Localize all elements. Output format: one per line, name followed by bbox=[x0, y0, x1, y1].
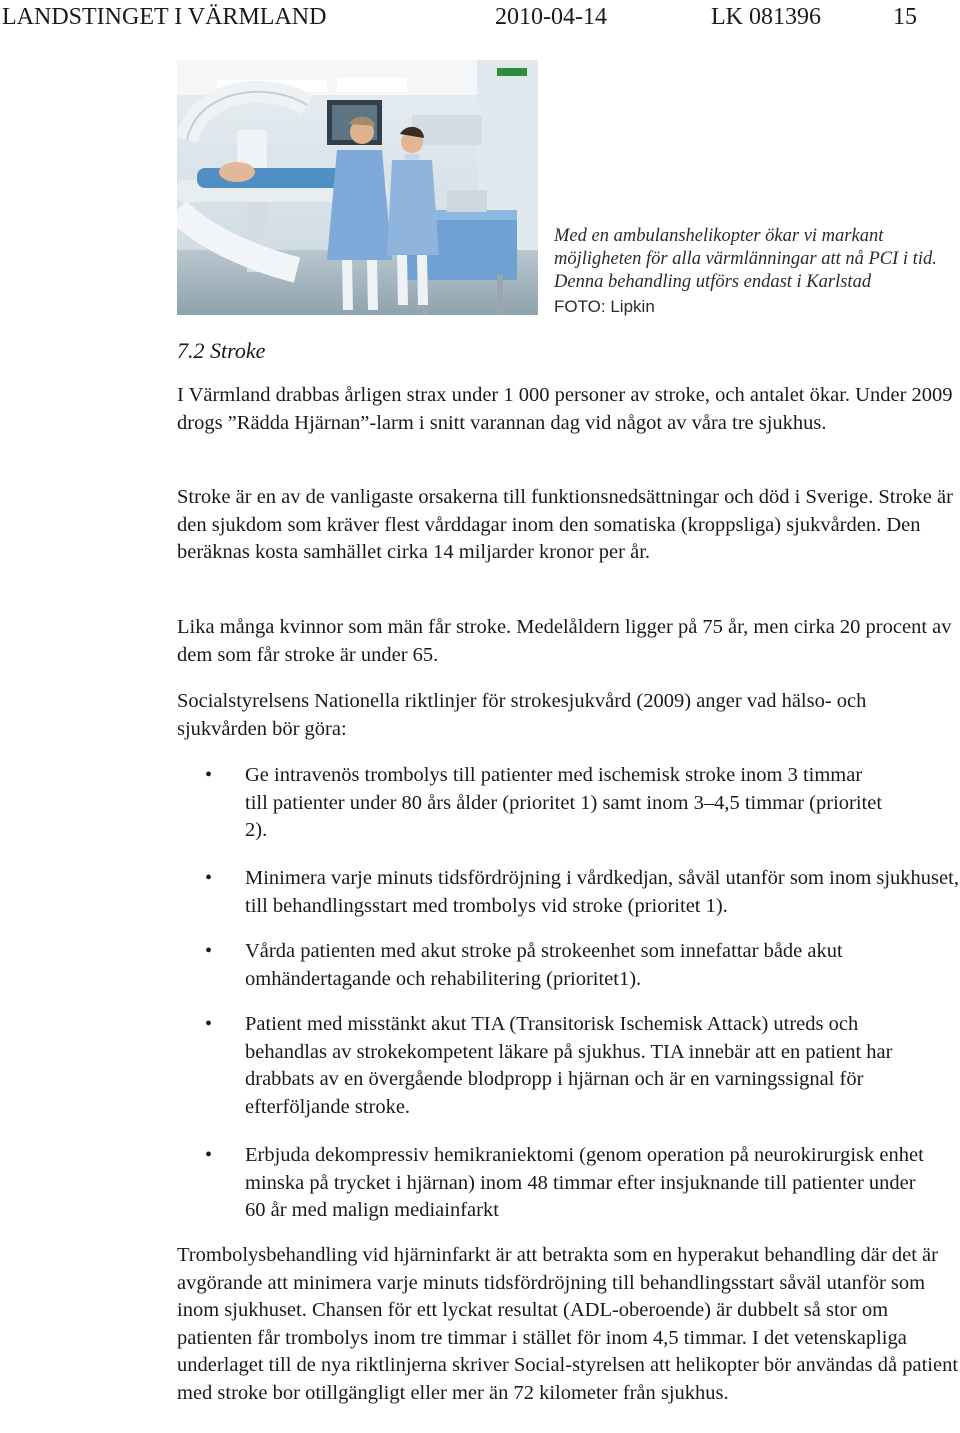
paragraph-text: Socialstyrelsens Nationella riktlinjer för strokesjukvård (2009) anger vad hälso- och sjukvården bör göra: bbox=[177, 690, 867, 740]
paragraph-text: Trombolysbehandling vid hjärninfarkt är att betrakta som en hyperakut behandling där det är avgörande att minimera varje minuts tidsfördröjning till behandlingsstart såväl utanför som inom sjukhuset. Chansen för ett lyckat resultat (ADL-oberoende) är dubbelt så stor om patienten får trombolys inom tre timmar i stället för inom 4,5 timmar. I det vetenskapliga underlaget till de nya riktlinjerna skriver Social-styrelsen att helikopter bör användas då patient med stroke bor otillgängligt eller mer än 72 kilometer från sjukhus. bbox=[177, 1244, 959, 1404]
caption-line: möjligheten för alla värmlänningar att nå PCI i tid. bbox=[554, 249, 937, 269]
list-item-text: Patient med misstänkt akut TIA (Transitorisk Ischemisk Attack) utreds och behandlas av strokekompetent läkare på sjukhus. TIA innebär att en patient har drabbats av en övergående blodpropp i hjärnan och är en varningssignal för efterföljande stroke. bbox=[245, 1013, 893, 1118]
list-item-text: Erbjuda dekompressiv hemikraniektomi (genom operation på neurokirurgisk enhet minska på trycket i hjärnan) inom 48 timmar efter insjuknande till patienter under 60 år med malign mediainfarkt bbox=[245, 1144, 924, 1221]
photo-caption bbox=[554, 225, 954, 318]
photo-credit: FOTO: Lipkin bbox=[554, 297, 655, 316]
list-item-text: Minimera varje minuts tidsfördröjning i vårdkedjan, såväl utanför som inom sjukhuset, till behandlingsstart med trombolys vid stroke (prioritet 1). bbox=[245, 867, 959, 917]
paragraph-text: Lika många kvinnor som män får stroke. Medelåldern ligger på 75 år, men cirka 20 procent av dem som får stroke är under 65. bbox=[177, 616, 952, 666]
header-page-number: 15 bbox=[893, 4, 917, 30]
hospital-photo bbox=[177, 60, 538, 315]
list-item-text: Vårda patienten med akut stroke på strokeenhet som innefattar både akut omhändertagande och rehabilitering (prioritet1). bbox=[245, 940, 843, 990]
bullet-icon: • bbox=[205, 1013, 213, 1035]
page-header bbox=[0, 2, 960, 34]
paragraph-text: I Värmland drabbas årligen strax under 1 000 personer av stroke, och antalet ökar. Under 2009 drogs ”Rädda Hjärnan”-larm i snitt varannan dag vid något av våra tre sjukhus. bbox=[177, 384, 953, 434]
hospital-photo-illustration bbox=[177, 60, 538, 315]
header-organization: LANDSTINGET I VÄRMLAND bbox=[2, 4, 327, 30]
list-item-text: Ge intravenös trombolys till patienter med ischemisk stroke inom 3 timmar till patienter under 80 års ålder (prioritet 1) samt inom 3–4,5 timmar (prioritet 2). bbox=[245, 764, 883, 841]
paragraph bbox=[177, 382, 960, 437]
header-reference: LK 081396 bbox=[711, 4, 821, 30]
paragraph bbox=[177, 688, 960, 743]
paragraph-text: Stroke är en av de vanligaste orsakerna till funktionsnedsättningar och död i Sverige. Stroke är den sjukdom som kräver flest vårddagar inom den somatiska (kroppsliga) sjukvården. Den beräknas kosta samhället cirka 14 miljarder kronor per år. bbox=[177, 486, 953, 563]
paragraph bbox=[177, 484, 960, 567]
header-date: 2010-04-14 bbox=[495, 4, 607, 30]
bullet-icon: • bbox=[205, 1144, 213, 1166]
bullet-icon: • bbox=[205, 940, 213, 962]
paragraph bbox=[177, 614, 960, 669]
caption-line: Med en ambulanshelikopter ökar vi markant bbox=[554, 226, 884, 246]
section-title: 7.2 Stroke bbox=[177, 338, 266, 363]
caption-line: Denna behandling utförs endast i Karlstad bbox=[554, 272, 872, 292]
bullet-icon: • bbox=[205, 867, 213, 889]
paragraph bbox=[177, 1242, 960, 1407]
bullet-icon: • bbox=[205, 764, 213, 786]
